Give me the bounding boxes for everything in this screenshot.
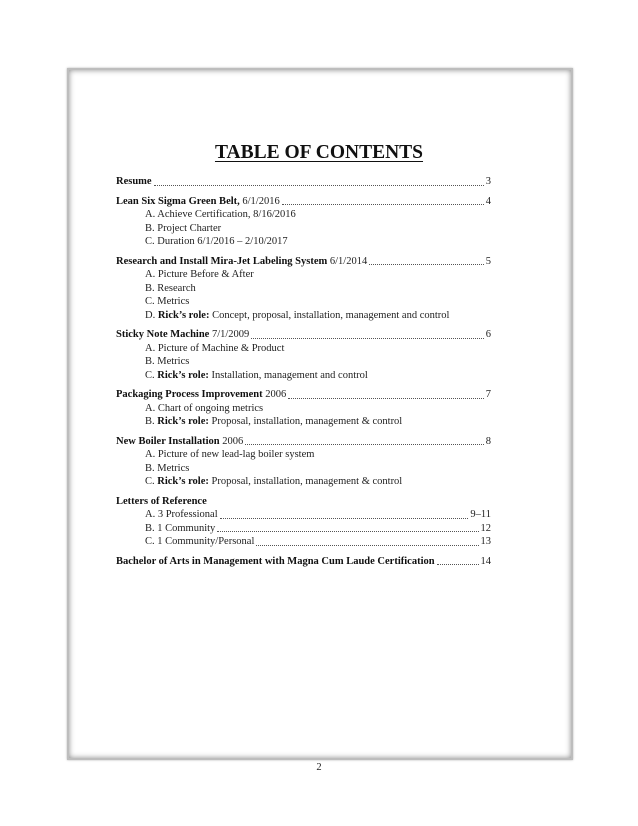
- entry-date: 2006: [222, 435, 244, 447]
- role-item: [116, 309, 491, 323]
- toc-entry: [116, 495, 491, 509]
- role-item: [116, 415, 491, 429]
- entry-title: Resume: [116, 176, 152, 187]
- role-label: Rick’s role:: [157, 309, 210, 321]
- dot-leader: [220, 518, 469, 519]
- page-title: TABLE OF CONTENTS: [214, 142, 424, 163]
- sub-entry-label: B. 1 Community: [145, 522, 216, 534]
- sub-item: A. Picture Before & After: [145, 269, 254, 280]
- dot-leader: [282, 204, 484, 205]
- entry-title: Packaging Process Improvement: [116, 389, 263, 400]
- toc-entry[interactable]: [116, 255, 491, 269]
- toc-section-mira-jet: [116, 255, 491, 323]
- toc-entry[interactable]: [116, 328, 491, 342]
- role-label: Rick’s role:: [157, 476, 209, 487]
- role-prefix: B.: [145, 416, 155, 427]
- dot-leader: [437, 564, 479, 565]
- sub-item: A. Picture of Machine & Product: [145, 342, 285, 354]
- dot-leader: [251, 338, 483, 339]
- toc-section-packaging: [116, 388, 491, 429]
- page-ref: 8: [485, 435, 491, 447]
- sub-item: B. Metrics: [145, 356, 190, 367]
- dot-leader: [288, 398, 484, 399]
- page-ref: 3: [485, 176, 491, 187]
- toc-sub-entry[interactable]: [116, 508, 491, 522]
- sub-item: C. Duration 6/1/2016 – 2/10/2017: [145, 236, 288, 247]
- sub-item: A. Chart of ongoing metrics: [145, 402, 264, 414]
- role-label: Rick’s role:: [157, 416, 209, 427]
- dot-leader: [256, 545, 478, 546]
- sub-item: B. Research: [145, 282, 196, 294]
- toc-section-resume: [116, 175, 491, 189]
- entry-title: Sticky Note Machine: [116, 329, 210, 340]
- entry-date: 6/1/2016: [242, 195, 280, 207]
- toc-entry[interactable]: [116, 388, 491, 402]
- role-text: Proposal, installation, management & control: [211, 476, 403, 487]
- toc-section-bachelor: [116, 555, 491, 569]
- toc-entry[interactable]: [116, 435, 491, 449]
- role-prefix: D.: [145, 309, 156, 321]
- entry-title: Lean Six Sigma Green Belt,: [116, 195, 240, 207]
- role-item: [116, 475, 491, 489]
- toc-sub-entry[interactable]: [116, 535, 491, 549]
- entry-title: New Boiler Installation: [116, 435, 220, 447]
- entry-date: 6/1/2014: [329, 255, 368, 267]
- dot-leader: [217, 531, 478, 532]
- dot-leader: [154, 185, 484, 186]
- sub-item: C. Metrics: [145, 296, 190, 307]
- entry-title: Research and Install Mira-Jet Labeling System: [116, 255, 328, 267]
- page-ref: 14: [480, 555, 491, 567]
- sub-item: B. Metrics: [145, 462, 190, 474]
- page-ref: 4: [485, 195, 491, 207]
- toc-entry[interactable]: [116, 555, 491, 569]
- page-ref: 13: [480, 536, 491, 547]
- toc-entry[interactable]: [116, 195, 491, 209]
- toc-section-letters: [116, 495, 491, 549]
- toc-entry[interactable]: [116, 175, 491, 189]
- page-ref: 9–11: [470, 509, 491, 520]
- sub-item: A. Picture of new lead-lag boiler system: [145, 449, 315, 460]
- sub-item: B. Project Charter: [145, 222, 222, 234]
- role-prefix: C.: [145, 369, 155, 381]
- page-ref: 6: [485, 329, 491, 340]
- dot-leader: [245, 444, 483, 445]
- sub-entry-label: C. 1 Community/Personal: [145, 536, 255, 547]
- sub-entry-label: A. 3 Professional: [145, 509, 218, 520]
- role-item: [116, 369, 491, 383]
- role-text: Installation, management and control: [211, 369, 368, 381]
- page-number: 2: [316, 762, 322, 773]
- entry-date: 7/1/2009: [211, 329, 250, 340]
- toc-section-lean-six-sigma: [116, 195, 491, 249]
- entry-title: Letters of Reference: [116, 495, 207, 507]
- toc-section-sticky-note: [116, 328, 491, 382]
- page-ref: 7: [485, 389, 491, 400]
- page-ref: 5: [485, 255, 491, 267]
- dot-leader: [369, 264, 484, 265]
- entry-date: 2006: [265, 389, 287, 400]
- table-of-contents: [116, 175, 491, 574]
- sub-item: A. Achieve Certification, 8/16/2016: [145, 209, 296, 220]
- role-text: Concept, proposal, installation, management and control: [212, 309, 450, 321]
- toc-section-boiler: [116, 435, 491, 489]
- role-prefix: C.: [145, 476, 155, 487]
- page-ref: 12: [480, 522, 491, 534]
- role-label: Rick’s role:: [157, 369, 209, 381]
- entry-title: Bachelor of Arts in Management with Magna Cum Laude Certification: [116, 555, 435, 567]
- role-text: Proposal, installation, management & control: [211, 416, 403, 427]
- toc-sub-entry[interactable]: [116, 522, 491, 536]
